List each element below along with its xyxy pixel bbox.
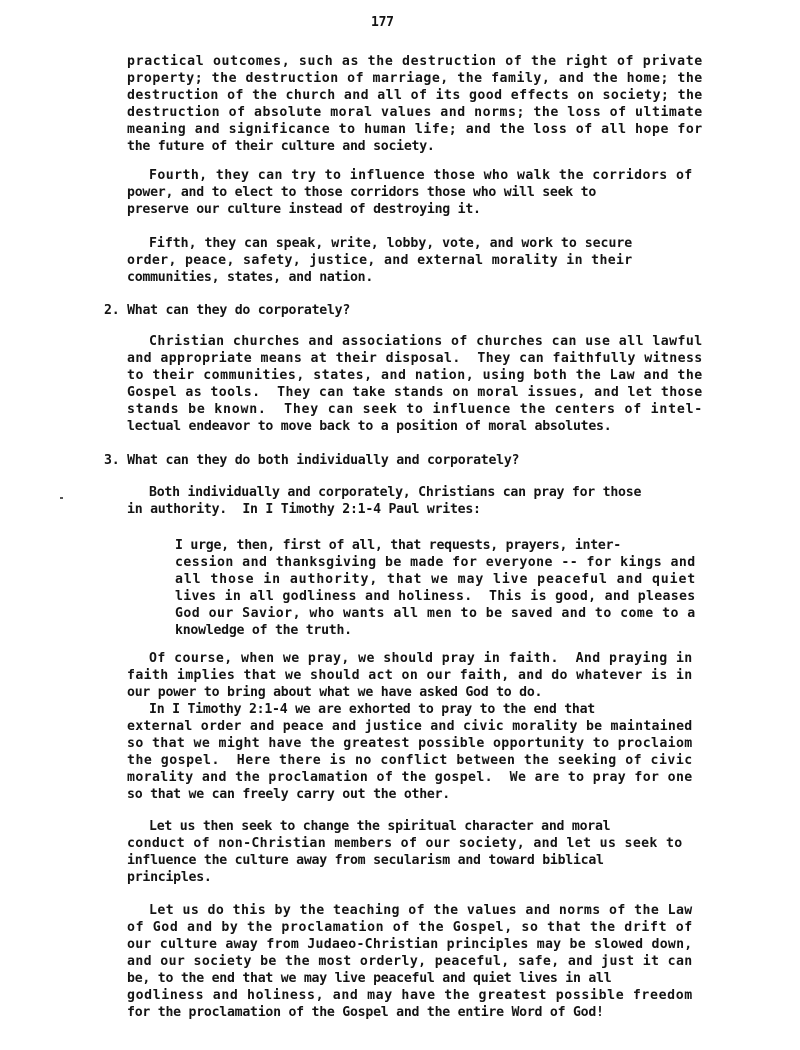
paragraph-prayer-line: Both individually and corporately, Christians can pray for those	[149, 485, 642, 500]
paragraph-teaching-line: Let us do this by the teaching of the values and norms of the Law	[149, 903, 693, 918]
paragraph-change-line: Let us then seek to change the spiritual character and moral	[149, 819, 611, 834]
paragraph-teaching-line: be, to the end that we may live peaceful and quiet lives in all	[127, 971, 612, 986]
paragraph-faith-line: so that we might have the greatest possible opportunity to proclaiom	[127, 736, 693, 751]
paragraph-change-line: principles.	[127, 870, 212, 885]
paragraph-fifth-line: order, peace, safety, justice, and external morality in their	[127, 253, 633, 268]
paragraph-corporately-line: and appropriate means at their disposal. They can faithfully witness	[127, 351, 703, 366]
scripture-quote-line: lives in all godliness and holiness. This is good, and pleases	[175, 589, 696, 604]
scripture-quote-line: all those in authority, that we may live peaceful and quiet	[175, 572, 697, 587]
paragraph-corporately-line: to their communities, states, and nation, using both the Law and the	[127, 368, 703, 383]
paragraph-continuation-line: the future of their culture and society.	[127, 139, 435, 154]
paragraph-prayer-line: in authority. In I Timothy 2:1-4 Paul writes:	[127, 502, 481, 517]
question-heading-3-line: 3. What can they do both individually and corporately?	[104, 453, 520, 468]
paragraph-corporately-line: lectual endeavor to move back to a position of moral absolutes.	[127, 419, 612, 434]
question-heading-2-line: 2. What can they do corporately?	[104, 303, 351, 318]
paragraph-fifth-line: Fifth, they can speak, write, lobby, vote, and work to secure	[149, 236, 633, 251]
paragraph-faith-line: the gospel. Here there is no conflict between the seeking of civic	[127, 753, 693, 768]
paragraph-teaching-line: our culture away from Judaeo-Christian principles may be slowed down,	[127, 937, 693, 952]
paragraph-teaching-line: godliness and holiness, and may have the greatest possible freedom	[127, 988, 693, 1003]
paragraph-fifth-line: communities, states, and nation.	[127, 270, 374, 285]
scripture-quote-line: knowledge of the truth.	[175, 623, 352, 638]
paragraph-continuation-line: property; the destruction of marriage, the family, and the home; the	[127, 71, 703, 86]
paragraph-continuation-line: meaning and significance to human life; and the loss of all hope for	[127, 122, 703, 137]
paragraph-continuation-line: practical outcomes, such as the destruction of the right of private	[127, 54, 703, 69]
paragraph-change-line: influence the culture away from secularism and toward biblical	[127, 853, 604, 868]
paragraph-continuation-line: destruction of the church and all of its good effects on society; the	[127, 88, 703, 103]
paragraph-faith-line: In I Timothy 2:1-4 we are exhorted to pray to the end that	[149, 702, 595, 717]
scripture-quote-line: I urge, then, first of all, that requests, prayers, inter-	[175, 538, 621, 553]
paragraph-teaching-line: of God and by the proclamation of the Gospel, so that the drift of	[127, 920, 693, 935]
paragraph-faith-line: external order and peace and justice and civic morality be maintained	[127, 719, 693, 734]
paragraph-fourth-line: preserve our culture instead of destroying it.	[127, 202, 481, 217]
scan-speck	[60, 497, 63, 499]
paragraph-faith-line: morality and the proclamation of the gospel. We are to pray for one	[127, 770, 693, 785]
paragraph-faith-line: faith implies that we should act on our faith, and do whatever is in	[127, 668, 693, 683]
paragraph-faith-line: so that we can freely carry out the other.	[127, 787, 450, 802]
paragraph-faith-line: our power to bring about what we have asked God to do.	[127, 685, 543, 700]
paragraph-corporately-line: Christian churches and associations of churches can use all lawful	[149, 334, 703, 349]
paragraph-teaching-line: and our society be the most orderly, peaceful, safe, and just it can	[127, 954, 693, 969]
paragraph-fourth-line: power, and to elect to those corridors those who will seek to	[127, 185, 597, 200]
paragraph-faith-line: Of course, when we pray, we should pray in faith. And praying in	[149, 651, 693, 666]
paragraph-change-line: conduct of non-Christian members of our society, and let us seek to	[127, 836, 683, 851]
paragraph-teaching-line: for the proclamation of the Gospel and the entire Word of God!	[127, 1005, 604, 1020]
page-number: 177	[371, 15, 394, 30]
paragraph-fourth-line: Fourth, they can try to influence those who walk the corridors of	[149, 168, 693, 183]
paragraph-corporately-line: Gospel as tools. They can take stands on moral issues, and let those	[127, 385, 703, 400]
scripture-quote-line: cession and thanksgiving be made for everyone -- for kings and	[175, 555, 696, 570]
paragraph-corporately-line: stands be known. They can seek to influence the centers of intel-	[127, 402, 704, 417]
paragraph-continuation-line: destruction of absolute moral values and norms; the loss of ultimate	[127, 105, 703, 120]
scripture-quote-line: God our Savior, who wants all men to be saved and to come to a	[175, 606, 696, 621]
